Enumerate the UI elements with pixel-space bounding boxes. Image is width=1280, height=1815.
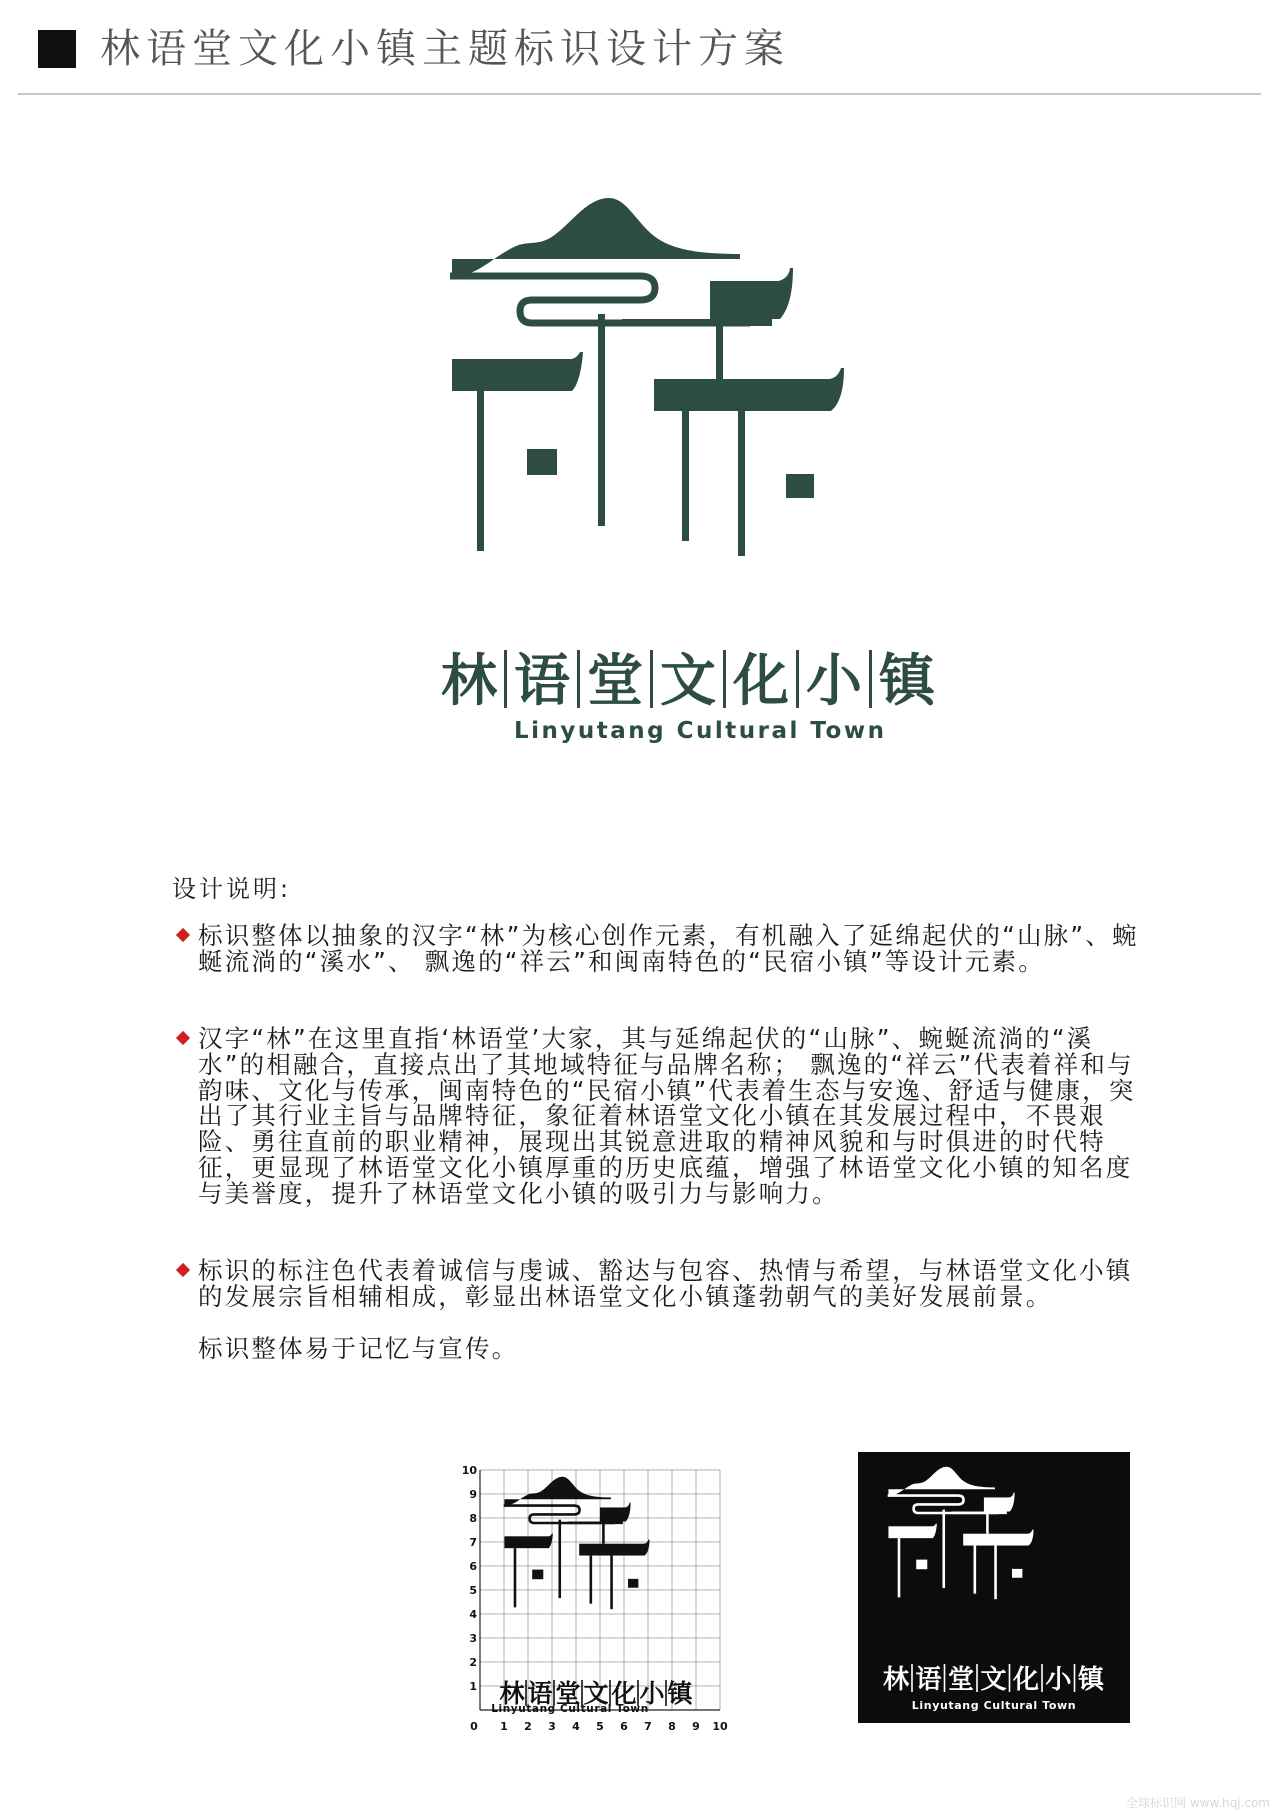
grid-x-label: 9 [692,1720,700,1733]
logo-center-post [942,1510,945,1588]
logo-right-roof-bar [579,1544,644,1556]
logo-right-outer-post [738,411,745,556]
logo-right-roof-tip [828,368,844,411]
logo-name-char: 小 [806,649,862,714]
logo-right-outer-post [994,1546,997,1600]
logo-left-roof-bar [888,1526,932,1538]
paragraph-text: 标识整体以抽象的汉字“林”为核心创作元素，有机融入了延绵起伏的“山脉”、蜿蜒流淌的“溪水”、 飘逸的“祥云”和闽南特色的“民宿小镇”等设计元素。 [198,921,1139,976]
logo-mark [440,196,940,616]
grid-y-label: 9 [469,1488,477,1501]
grid-x-label: 1 [500,1720,508,1733]
grid-y-label: 8 [469,1512,477,1525]
logo-right-upper-post [716,319,723,379]
grid-x-label: 7 [644,1720,652,1733]
logo-name-char: 语 [514,649,570,714]
grid-logo-name-char: 小 [639,1679,665,1708]
logo-mountain [888,1467,995,1497]
logo-right-window [628,1579,638,1588]
page-header [0,0,1280,100]
logo-right-roof-bar [654,379,830,411]
paragraph-text: 汉字“林”在这里直指‘林语堂’大家，其与延绵起伏的“山脉”、蜿蜒流淌的“溪水”的相融合，直接点出了其地域特征与品牌名称； 飘逸的“祥云”代表着祥和与韵味、文化与传承，闽南特色的“民宿小镇”代表着生态与安逸、舒适与健康，突出了其行业主旨与品牌特征，象征着林语堂文化小镇在其发展过程中，不畏艰险、勇往直前的职业精神，展现出其锐意进取的精神风貌和与时俱进的时代特征，更显现了林语堂文化小镇厚重的历史底蕴，增强了林语堂文化小镇的知名度与美誉度，提升了林语堂文化小镇的吸引力与影响力。 [198,1024,1136,1208]
inverse-logo-english-name: Linyutang Cultural Town [911,1699,1077,1712]
grid-logo-name-char: 镇 [667,1679,693,1708]
logo-right-upper-post [986,1512,989,1534]
description-heading: 设计说明: [172,875,292,903]
logo-left-post [477,391,484,551]
watermark: 全球标识网 www.hqj.com [1126,1796,1270,1810]
logo-chinese-name [432,644,948,714]
grid-logo-name-char: 文 [583,1679,609,1708]
logo-right-outer-post [610,1556,613,1610]
grid-y-label: 4 [469,1608,477,1621]
inverse-logo-name-char: 化 [1012,1665,1040,1695]
logo-right-upper-post [602,1522,605,1544]
logo-name-char: 堂 [587,649,643,714]
inverse-logo-name-char: 堂 [947,1665,975,1695]
grid-y-label: 3 [469,1632,477,1645]
grid-y-label: 5 [469,1584,477,1597]
inverse-logo-mark [888,1467,1034,1599]
logo-right-window [786,474,814,498]
logo-left-post [514,1548,517,1607]
logo-left-roof-tip [931,1524,937,1538]
logo-right-window [1012,1569,1022,1578]
logo-center-post [598,314,605,526]
logo-grid-figure [462,1444,782,1744]
logo-name-char: 镇 [879,649,935,714]
grid-x-label: 5 [596,1720,604,1733]
logo-left-window [532,1570,543,1580]
logo-mountain [504,1477,611,1507]
logo-right-beam [951,1512,1006,1515]
grid-logo-name-char: 语 [527,1679,553,1708]
logo-right-roof-top [710,281,780,319]
logo-name-divider [869,650,872,708]
description-paragraph [198,923,1158,975]
logo-center-post [558,1520,561,1598]
paragraph-text: 标识整体易于记忆与宣传。 [198,1334,519,1363]
grid-x-label: 0 [470,1720,478,1733]
logo-name-divider [723,650,726,708]
logo-inverse-figure [858,1452,1130,1723]
paragraph-text: 标识的标注色代表着诚信与虔诚、豁达与包容、热情与希望，与林语堂文化小镇的发展宗旨相辅相成，彰显出林语堂文化小镇蓬勃朝气的美好发展前景。 [198,1256,1133,1311]
inverse-logo-name-char: 小 [1045,1665,1072,1695]
logo-right-inner-post [974,1546,977,1594]
bullet-diamond-icon [176,928,190,942]
logo-left-roof-bar [452,359,570,391]
header-square-marker [38,30,76,68]
description-paragraph [198,1026,1158,1207]
logo-english-name: Linyutang Cultural Town [514,718,887,744]
logo-mountain [452,198,740,278]
logo-right-roof-tip [1028,1530,1034,1546]
grid-y-label: 7 [469,1536,477,1549]
grid-y-label: 10 [462,1464,477,1477]
grid-logo-name-char: 化 [611,1679,637,1708]
logo-right-beam [567,1522,622,1525]
inverse-logo-name-char: 文 [980,1665,1007,1695]
logo-name-char: 化 [733,649,789,714]
bullet-diamond-icon [176,1263,190,1277]
logo-right-beam [622,319,772,326]
logo-name-divider [504,650,507,708]
description-paragraph [198,1258,1158,1310]
logo-name-char: 林 [441,649,497,714]
logo-right-roof-top-tip [1009,1493,1015,1512]
inverse-logo-name-char: 语 [915,1665,942,1695]
logo-right-roof-top [600,1507,626,1521]
inverse-logo-name-char: 镇 [1077,1665,1105,1695]
logo-left-roof-tip [568,352,583,391]
logo-right-roof-bar [963,1534,1028,1546]
grid-logo-english-name: Linyutang Cultural Town [491,1703,649,1715]
inverse-logo-name-char: 林 [882,1665,910,1695]
grid-x-label: 2 [524,1720,532,1733]
logo-right-roof-top-tip [625,1503,631,1522]
logo-left-roof-bar [504,1536,548,1548]
logo-name-divider [650,650,653,708]
logo-name-divider [796,650,799,708]
logo-right-inner-post [682,411,689,541]
page-title: 林语堂文化小镇主题标识设计方案 [100,26,790,72]
grid-x-label: 6 [620,1720,628,1733]
grid-logo-name-char: 堂 [555,1679,581,1708]
bullet-diamond-icon [176,1031,190,1045]
grid-y-label: 2 [469,1656,477,1669]
logo-right-roof-top [984,1497,1010,1511]
logo-left-post [898,1538,901,1597]
grid-x-label: 4 [572,1720,580,1733]
grid-logo-name-char: 林 [499,1679,525,1708]
logo-left-window [527,449,557,475]
logo-name-char: 文 [660,649,716,714]
grid-y-label: 6 [469,1560,477,1573]
logo-left-window [916,1560,927,1570]
grid-x-label: 10 [712,1720,728,1733]
logo-right-inner-post [590,1556,593,1604]
description-paragraph [198,1336,1158,1362]
grid-x-label: 3 [548,1720,556,1733]
grid-x-label: 8 [668,1720,676,1733]
grid-y-label: 1 [469,1680,477,1693]
header-divider [18,93,1261,95]
grid-logo-mark [504,1477,650,1609]
logo-name-divider [577,650,580,708]
logo-right-roof-top-tip [778,268,793,319]
